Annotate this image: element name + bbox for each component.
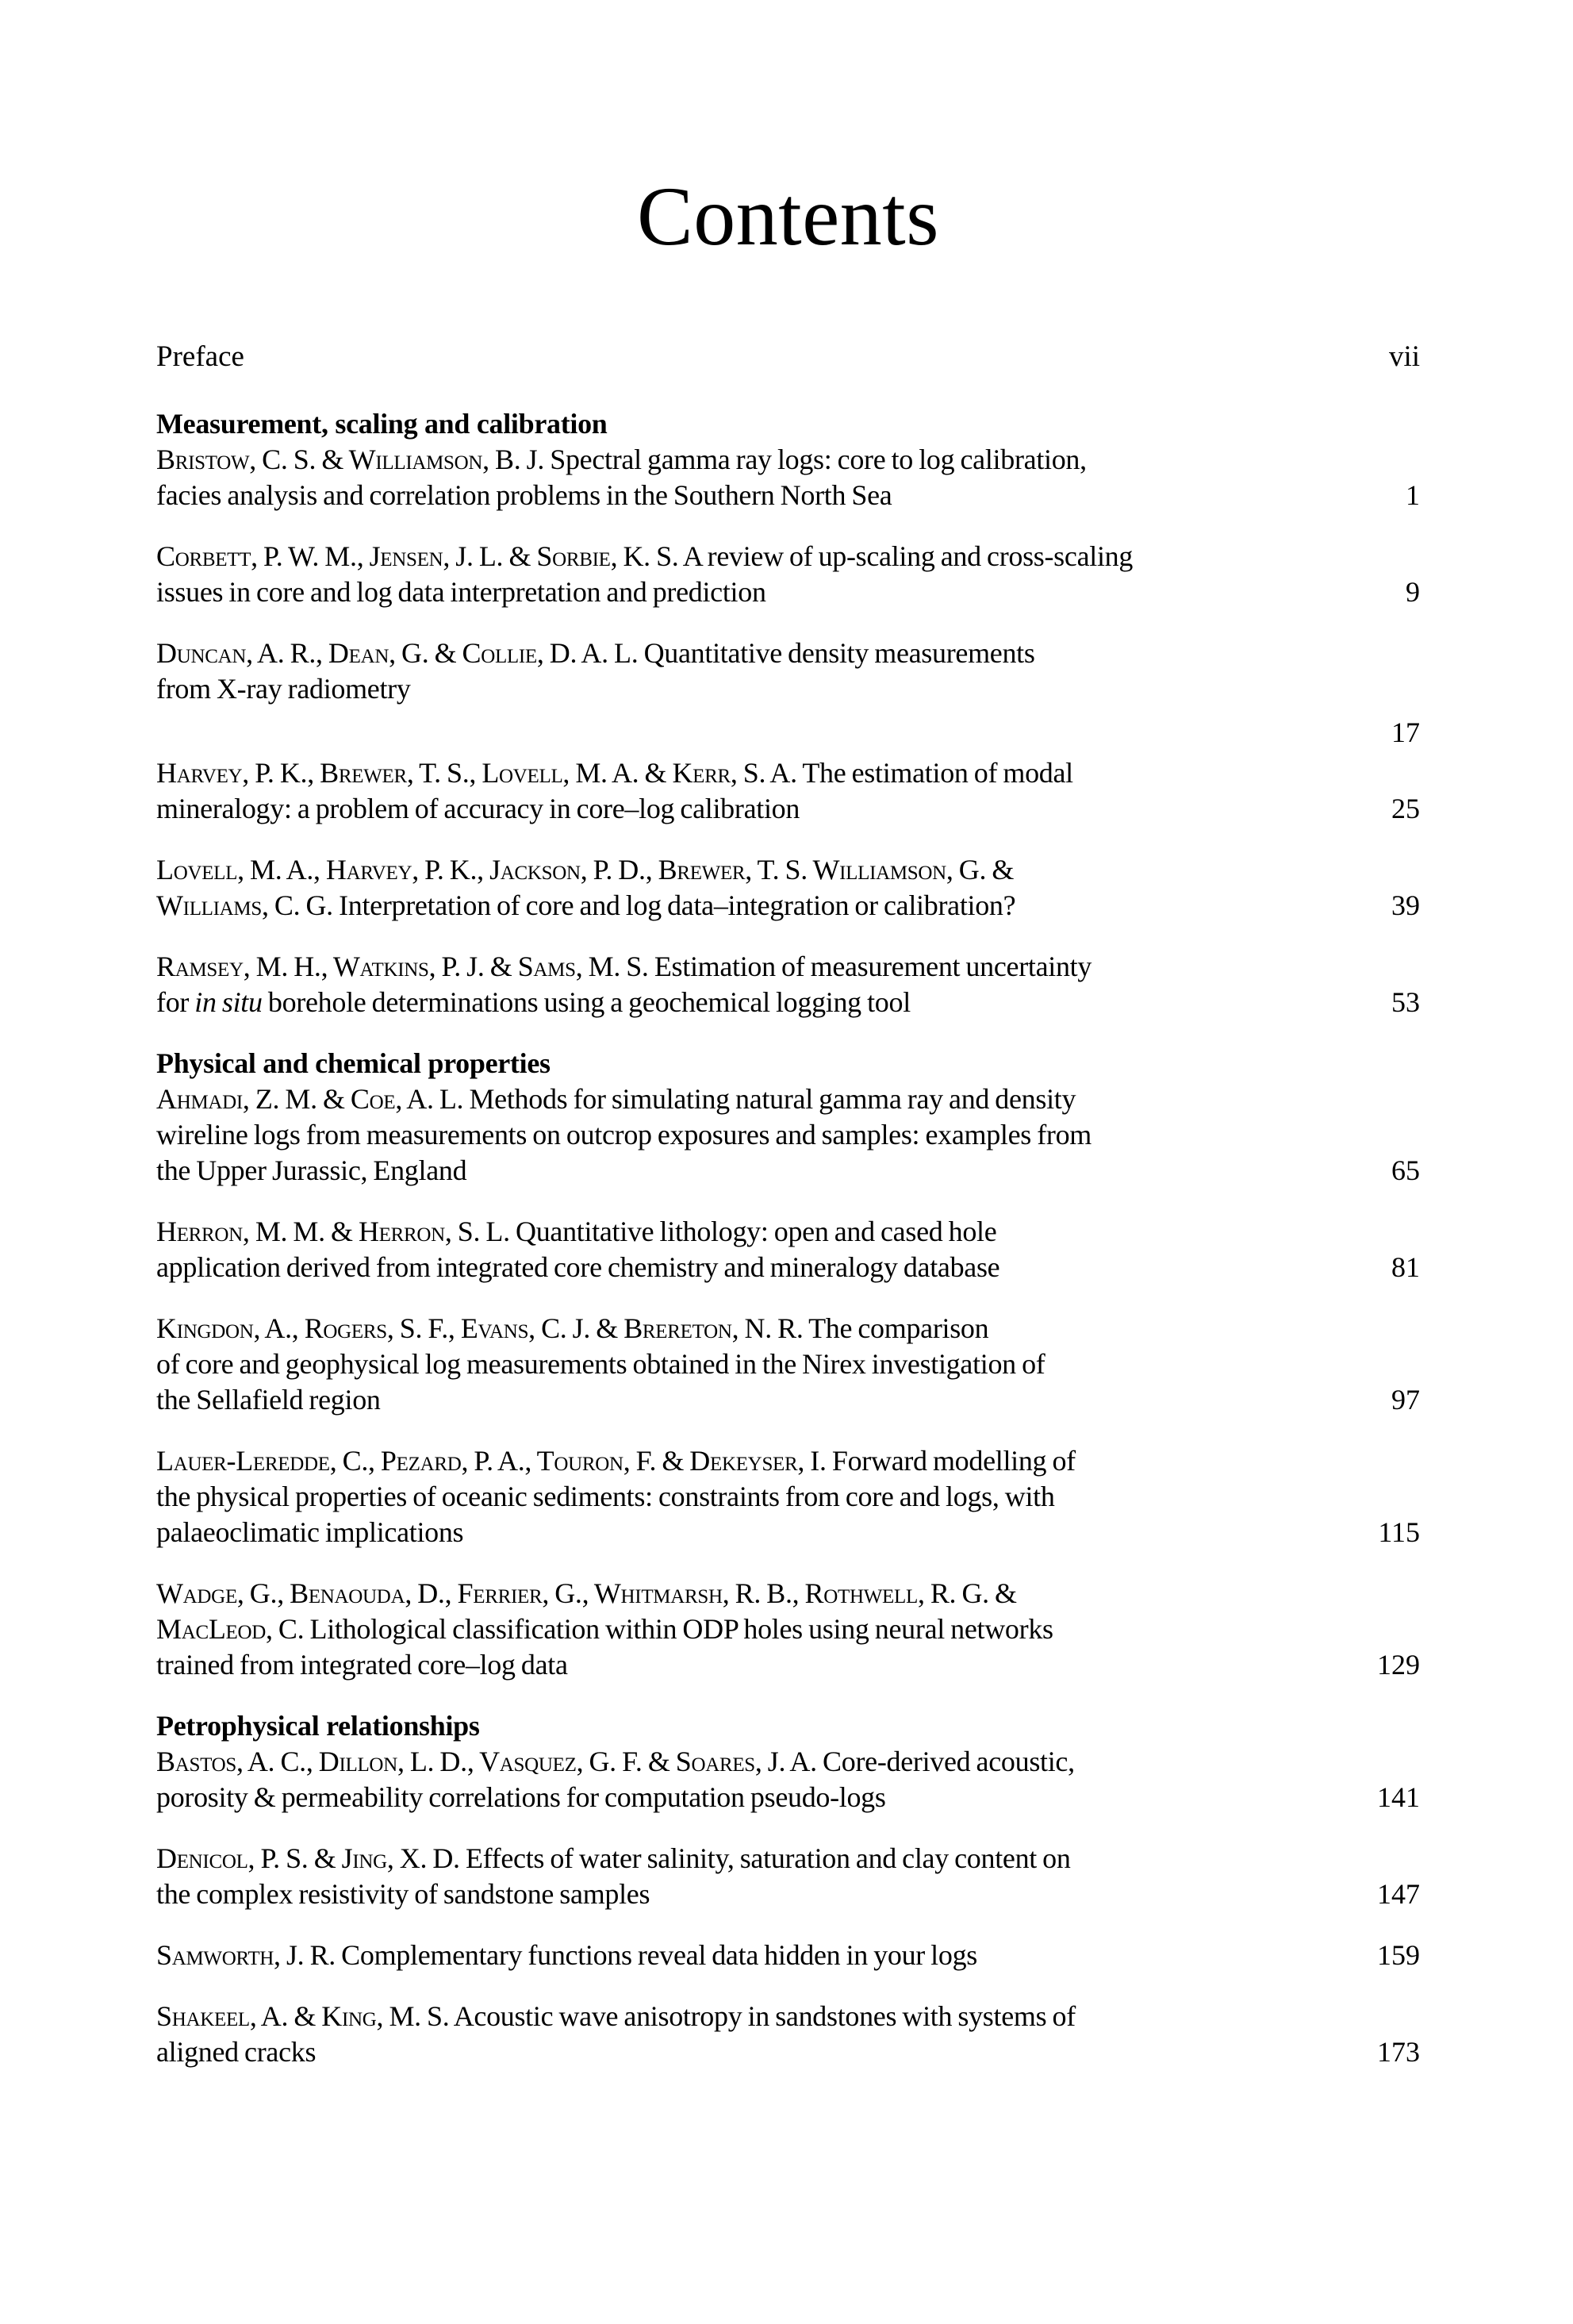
entry-title-text: wireline logs from measurements on outcrop exposures and samples: examples from — [156, 1119, 1092, 1150]
entry-title-text: palaeoclimatic implications — [156, 1516, 464, 1548]
toc-entry-line — [156, 1153, 1420, 1189]
contents-page — [156, 170, 1420, 2095]
entry-title-text: Quantitative lithology: open and cased hole — [509, 1216, 997, 1247]
toc-entry — [156, 1744, 1420, 1815]
toc-entry-line — [156, 1841, 1420, 1876]
page-number: 17 — [1391, 716, 1420, 748]
toc-entry-line — [156, 791, 1420, 827]
toc-entry-line — [156, 1576, 1420, 1611]
entry-title-text: Acoustic wave anisotropy in sandstones with systems of — [449, 2000, 1076, 2032]
toc-entry-line — [156, 636, 1420, 671]
toc-entry-line — [156, 1515, 1420, 1550]
toc-entry-line — [156, 574, 1420, 610]
toc-entry — [156, 755, 1420, 827]
page-number: 115 — [1378, 1516, 1420, 1548]
entry-title-text: Complementary functions reveal data hidden in your logs — [335, 1939, 977, 1971]
entry-title-text: Core-derived acoustic, — [816, 1746, 1075, 1777]
section-heading: Physical and chemical properties — [156, 1047, 551, 1079]
entry-title-text: the Sellafield region — [156, 1384, 381, 1416]
page-title: Contents — [637, 170, 939, 263]
page-number: 9 — [1406, 576, 1420, 608]
page-number: 65 — [1391, 1154, 1420, 1186]
toc-entry-line — [156, 1611, 1420, 1647]
page-number: 53 — [1391, 986, 1420, 1018]
toc-entry-line — [156, 1876, 1420, 1912]
entry-authors: Shakeel, A. & King, M. S. — [156, 2000, 450, 2032]
page-number: 97 — [1391, 1384, 1420, 1416]
toc-entry — [156, 1081, 1420, 1189]
toc-entry-line — [156, 1250, 1420, 1285]
entry-authors: Kingdon, A., Rogers, S. F., Evans, C. J. & Brereton, N. R. — [156, 1312, 804, 1344]
entry-title-text: A review of up-scaling and cross-scaling — [678, 540, 1134, 572]
section-heading: Petrophysical relationships — [156, 1710, 480, 1742]
entry-title-text: trained from integrated core–log data — [156, 1649, 568, 1681]
toc-entry-line — [156, 1214, 1420, 1250]
entry-title-text: porosity & permeability correlations for computation pseudo-logs — [156, 1781, 886, 1813]
toc-entry-line — [156, 888, 1420, 924]
entry-authors: Herron, M. M. & Herron, S. L. — [156, 1216, 510, 1247]
entry-title-text: the complex resistivity of sandstone samples — [156, 1878, 650, 1910]
toc-entry — [156, 636, 1420, 707]
toc-entry-line — [156, 1938, 1420, 1973]
toc-entry — [156, 1938, 1420, 1973]
entry-authors: Harvey, P. K., Brewer, T. S., Lovell, M. A. & Kerr, S. A. — [156, 757, 797, 789]
entry-title-text: application derived from integrated core chemistry and mineralogy database — [156, 1251, 1000, 1283]
toc-entry-line — [156, 755, 1420, 791]
entry-authors: Denicol, P. S. & Jing, X. D. — [156, 1842, 460, 1874]
toc-entry-line — [156, 1744, 1420, 1780]
page-number: 159 — [1377, 1939, 1420, 1971]
toc-entry-line — [156, 1346, 1420, 1382]
entry-title-text: Lithological classification within ODP holes using neural networks — [304, 1613, 1053, 1645]
entry-authors: Bastos, A. C., Dillon, L. D., Vasquez, G. F. & Soares, J. A. — [156, 1746, 817, 1777]
toc-entry-line — [156, 1999, 1420, 2034]
entry-title-text: of core and geophysical log measurements obtained in the Nirex investigation of — [156, 1348, 1045, 1380]
entry-authors: Bristow, C. S. & Williamson, B. J. — [156, 444, 545, 475]
toc-entry-line — [156, 949, 1420, 985]
entry-title-italic: in situ — [194, 986, 263, 1018]
entry-title-text: issues in core and log data interpretation and prediction — [156, 576, 766, 608]
page-number: 173 — [1377, 2036, 1420, 2068]
toc-entry-line — [156, 2034, 1420, 2070]
toc-entry-line — [156, 478, 1420, 513]
toc-entry-line — [156, 442, 1420, 478]
entry-authors: Wadge, G., Benaouda, D., Ferrier, G., Whitmarsh, R. B., Rothwell, R. G. & — [156, 1577, 1017, 1609]
toc-entry — [156, 1214, 1420, 1285]
preface-row — [156, 339, 1420, 375]
page-number: 147 — [1377, 1878, 1420, 1910]
entry-title-text: Methods for simulating natural gamma ray and density — [463, 1083, 1076, 1115]
page-number: 25 — [1391, 793, 1420, 824]
toc-entry-line — [156, 1081, 1420, 1117]
toc-entry — [156, 1443, 1420, 1550]
entry-authors: Samworth, J. R. — [156, 1939, 336, 1971]
toc-entry — [156, 1999, 1420, 2070]
toc-entry-line — [156, 1647, 1420, 1683]
entry-authors: Williams, C. G. — [156, 889, 333, 921]
entry-authors: Ahmadi, Z. M. & Coe, A. L. — [156, 1083, 464, 1115]
entry-title-text: borehole determinations using a geochemical logging tool — [262, 986, 911, 1018]
entry-authors: Corbett, P. W. M., Jensen, J. L. & Sorbie, K. S. — [156, 540, 679, 572]
toc-entry — [156, 442, 1420, 513]
entry-authors: MacLeod, C. — [156, 1613, 305, 1645]
page-number: 39 — [1391, 889, 1420, 921]
entry-title-text: aligned cracks — [156, 2036, 317, 2068]
toc-entry — [156, 1311, 1420, 1418]
preface-page-number: vii — [1388, 340, 1420, 373]
toc-entry-line — [156, 985, 1420, 1020]
toc-entry-line — [156, 1780, 1420, 1815]
toc-entry — [156, 1841, 1420, 1912]
toc-entry-line — [156, 539, 1420, 574]
entry-title-text: Spectral gamma ray logs: core to log calibration, — [544, 444, 1087, 475]
entry-title-text: Effects of water salinity, saturation and clay content on — [459, 1842, 1071, 1874]
entry-title-text: facies analysis and correlation problems in the Southern North Sea — [156, 479, 892, 511]
page-number: 141 — [1377, 1781, 1420, 1813]
entry-authors: Lovell, M. A., Harvey, P. K., Jackson, P. D., Brewer, T. S. Williamson, G. & — [156, 854, 1015, 885]
entry-authors: Ramsey, M. H., Watkins, P. J. & Sams, M. S. — [156, 951, 649, 982]
page-number-line — [156, 715, 1420, 751]
entry-title-text: Forward modelling of — [826, 1445, 1076, 1477]
page-number: 129 — [1377, 1649, 1420, 1681]
entry-title-text: The estimation of modal — [796, 757, 1073, 789]
table-of-contents — [156, 406, 1420, 2070]
entry-title-text: the physical properties of oceanic sediments: constraints from core and logs, with — [156, 1481, 1055, 1512]
entry-title-text: from X-ray radiometry — [156, 673, 411, 705]
page-number: 81 — [1391, 1251, 1420, 1283]
preface-label: Preface — [156, 340, 244, 373]
entry-title-text: Interpretation of core and log data–integration or calibration? — [332, 889, 1016, 921]
entry-title-text: the Upper Jurassic, England — [156, 1154, 467, 1186]
entry-title-text: mineralogy: a problem of accuracy in core–log calibration — [156, 793, 800, 824]
toc-entry-line — [156, 1382, 1420, 1418]
entry-authors: Lauer-Leredde, C., Pezard, P. A., Touron, F. & Dekeyser, I. — [156, 1445, 827, 1477]
section-heading: Measurement, scaling and calibration — [156, 408, 608, 440]
toc-entry — [156, 852, 1420, 924]
entry-title-text: Estimation of measurement uncertainty — [648, 951, 1092, 982]
entry-authors: Duncan, A. R., Dean, G. & Collie, D. A. L. — [156, 637, 639, 669]
entry-title-text: Quantitative density measurements — [638, 637, 1035, 669]
toc-entry-line — [156, 1443, 1420, 1479]
entry-title-text: The comparison — [803, 1312, 989, 1344]
entry-title-text: for — [156, 986, 195, 1018]
toc-entry-line — [156, 1311, 1420, 1346]
toc-entry — [156, 539, 1420, 610]
toc-entry-line — [156, 1479, 1420, 1515]
page-number: 1 — [1406, 479, 1420, 511]
toc-entry — [156, 1576, 1420, 1683]
toc-entry-line — [156, 671, 1420, 707]
toc-entry-line — [156, 852, 1420, 888]
toc-entry-line — [156, 1117, 1420, 1153]
toc-entry — [156, 949, 1420, 1020]
